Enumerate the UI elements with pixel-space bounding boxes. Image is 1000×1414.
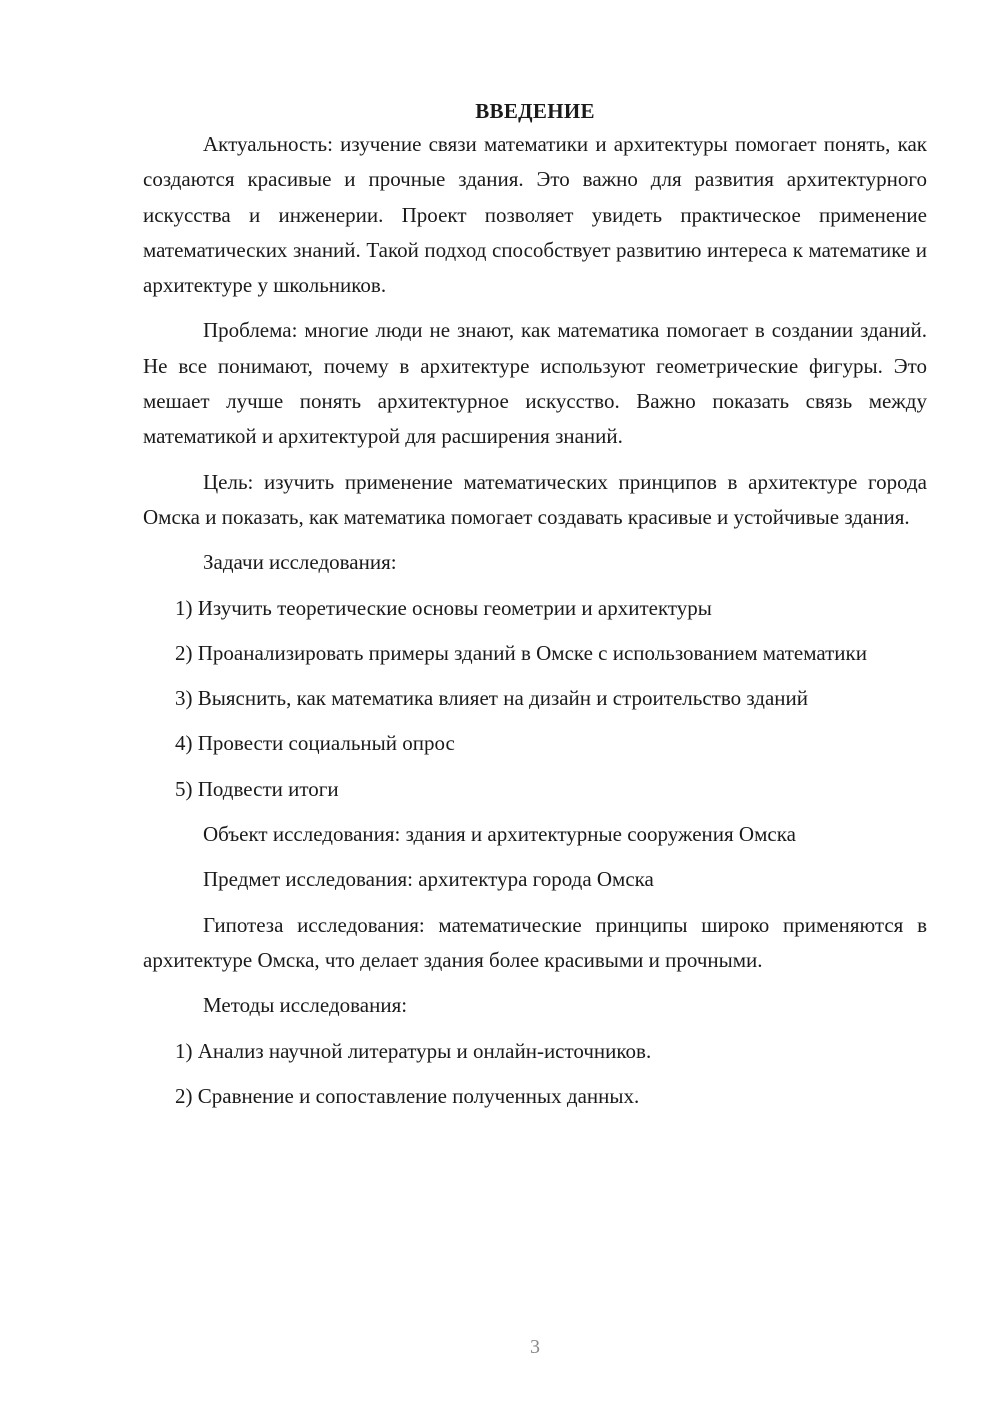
goal-paragraph: Цель: изучить применение математических принципов в архитектуре города Омска и показать, как математика помогает создавать красивые и устойчивые здания. xyxy=(143,469,927,529)
problem-paragraph: Проблема: многие люди не знают, как математика помогает в создании зданий. Не все понимают, почему в архитектуре используют геометрические фигуры. Это мешает лучше понять архитектурное искусство. Важно показать связь между математикой и архитектурой для расширения знаний. xyxy=(143,318,927,449)
object-line: Объект исследования: здания и архитектурные сооружения Омска xyxy=(203,822,796,847)
method-item: 2) Сравнение и сопоставление полученных данных. xyxy=(175,1083,640,1108)
relevance-paragraph: Актуальность: изучение связи математики и архитектуры помогает понять, как создаются красивые и прочные здания. Это важно для развития архитектурного искусства и инженерии. Проект позволяет увидеть практическое применение математических знаний. Такой подход способствует развитию интереса к математике и архитектуре у школьников. xyxy=(143,132,927,298)
tasks-heading: Задачи исследования: xyxy=(203,550,397,575)
methods-heading: Методы исследования: xyxy=(203,993,408,1018)
task-item: 3) Выяснить, как математика влияет на дизайн и строительство зданий xyxy=(175,686,808,711)
page-title: ВВЕДЕНИЕ xyxy=(475,99,595,123)
hypothesis-paragraph: Гипотеза исследования: математические принципы широко применяются в архитектуре Омска, что делает здания более красивыми и прочными. xyxy=(143,912,927,972)
task-item: 5) Подвести итоги xyxy=(175,776,339,801)
subject-line: Предмет исследования: архитектура города Омска xyxy=(203,867,654,892)
task-item: 2) Проанализировать примеры зданий в Омске с использованием математики xyxy=(175,640,867,665)
method-item: 1) Анализ научной литературы и онлайн-источников. xyxy=(175,1038,652,1063)
task-item: 4) Провести социальный опрос xyxy=(175,731,455,756)
page-number: 3 xyxy=(530,1336,540,1358)
task-item: 1) Изучить теоретические основы геометрии и архитектуры xyxy=(175,595,712,620)
document-page xyxy=(143,96,927,1124)
